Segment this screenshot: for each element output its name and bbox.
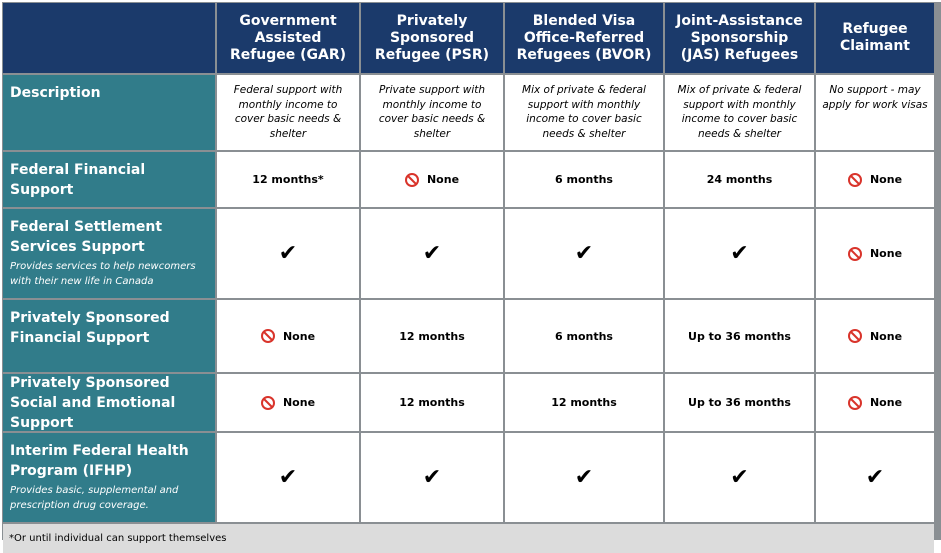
row-label-ifhp xyxy=(3,433,215,522)
description-gar: Federal support with monthly income to cover basic needs & shelter xyxy=(217,75,359,150)
row-title: Privately Sponsored Social and Emotional Support xyxy=(10,374,176,431)
prohibited-icon xyxy=(261,396,275,410)
header-corner xyxy=(3,3,215,73)
checkmark-icon: ✔ xyxy=(217,209,359,298)
prohibited-icon xyxy=(261,329,275,343)
row-subtitle: Provides basic, supplemental and prescription drug coverage. xyxy=(10,485,179,511)
prohibited-icon xyxy=(848,173,862,187)
refugee-support-comparison-table xyxy=(2,2,941,544)
checkmark-icon: ✔ xyxy=(665,433,814,522)
private-social-psr xyxy=(361,374,503,431)
header-bvor: Blended Visa Office-Referred Refugees (BVOR) xyxy=(505,3,663,73)
federal-financial-bvor xyxy=(505,152,663,207)
private-financial-bvor xyxy=(505,300,663,372)
cell-value: None xyxy=(869,396,903,409)
description-claimant: No support - may apply for work visas xyxy=(816,75,934,150)
description-jas: Mix of private & federal support with monthly income to cover basic needs & shelter xyxy=(665,75,814,150)
cell-value: 12 months xyxy=(551,396,617,409)
private-social-jas xyxy=(665,374,814,431)
federal-financial-claimant xyxy=(816,152,934,207)
prohibited-icon xyxy=(848,329,862,343)
header-claimant: Refugee Claimant xyxy=(816,3,934,73)
federal-financial-jas xyxy=(665,152,814,207)
federal-settlement-claimant xyxy=(816,209,934,298)
header-jas: Joint-Assistance Sponsorship (JAS) Refugees xyxy=(665,3,814,73)
prohibited-icon xyxy=(848,247,862,261)
cell-value: 6 months xyxy=(555,173,613,186)
cell-value: None xyxy=(869,173,903,186)
row-label-federal-financial xyxy=(3,152,215,207)
header-psr: Privately Sponsored Refugee (PSR) xyxy=(361,3,503,73)
row-label-private-social xyxy=(3,374,215,431)
footnote: *Or until individual can support themselves xyxy=(3,524,934,553)
row-title: Federal Settlement Services Support xyxy=(10,219,163,255)
checkmark-icon: ✔ xyxy=(816,433,934,522)
row-title: Federal Financial Support xyxy=(10,161,146,198)
cell-value: 24 months xyxy=(706,173,773,186)
row-title: Privately Sponsored Financial Support xyxy=(10,310,170,346)
checkmark-icon: ✔ xyxy=(505,209,663,298)
checkmark-icon: ✔ xyxy=(361,433,503,522)
cell-value: None xyxy=(869,247,903,260)
private-financial-claimant xyxy=(816,300,934,372)
description-psr: Private support with monthly income to cover basic needs & shelter xyxy=(361,75,503,150)
row-label-description xyxy=(3,75,215,150)
private-financial-gar xyxy=(217,300,359,372)
row-title: Description xyxy=(10,85,101,101)
row-label-federal-settlement xyxy=(3,209,215,298)
row-subtitle: Provides services to help newcomers with their new life in Canada xyxy=(10,261,196,287)
description-bvor: Mix of private & federal support with monthly income to cover basic needs & shelter xyxy=(505,75,663,150)
private-social-bvor xyxy=(505,374,663,431)
cell-value: Up to 36 months xyxy=(688,396,791,409)
prohibited-icon xyxy=(405,173,419,187)
prohibited-icon xyxy=(848,396,862,410)
row-label-private-financial xyxy=(3,300,215,372)
cell-value: None xyxy=(426,173,460,186)
checkmark-icon: ✔ xyxy=(361,209,503,298)
private-financial-psr xyxy=(361,300,503,372)
private-social-claimant xyxy=(816,374,934,431)
cell-value: 12 months xyxy=(399,329,465,343)
cell-value: 6 months xyxy=(555,329,613,343)
checkmark-icon: ✔ xyxy=(505,433,663,522)
header-gar: Government Assisted Refugee (GAR) xyxy=(217,3,359,73)
private-financial-jas xyxy=(665,300,814,372)
cell-value: Up to 36 months xyxy=(688,329,791,343)
row-title: Interim Federal Health Program (IFHP) xyxy=(10,443,189,479)
cell-value: 12 months* xyxy=(252,173,324,186)
federal-financial-gar xyxy=(217,152,359,207)
cell-value: 12 months xyxy=(399,396,465,409)
checkmark-icon: ✔ xyxy=(217,433,359,522)
federal-financial-psr xyxy=(361,152,503,207)
cell-value: None xyxy=(282,396,316,409)
checkmark-icon: ✔ xyxy=(665,209,814,298)
private-social-gar xyxy=(217,374,359,431)
cell-value: None xyxy=(282,329,316,343)
cell-value: None xyxy=(869,329,903,343)
